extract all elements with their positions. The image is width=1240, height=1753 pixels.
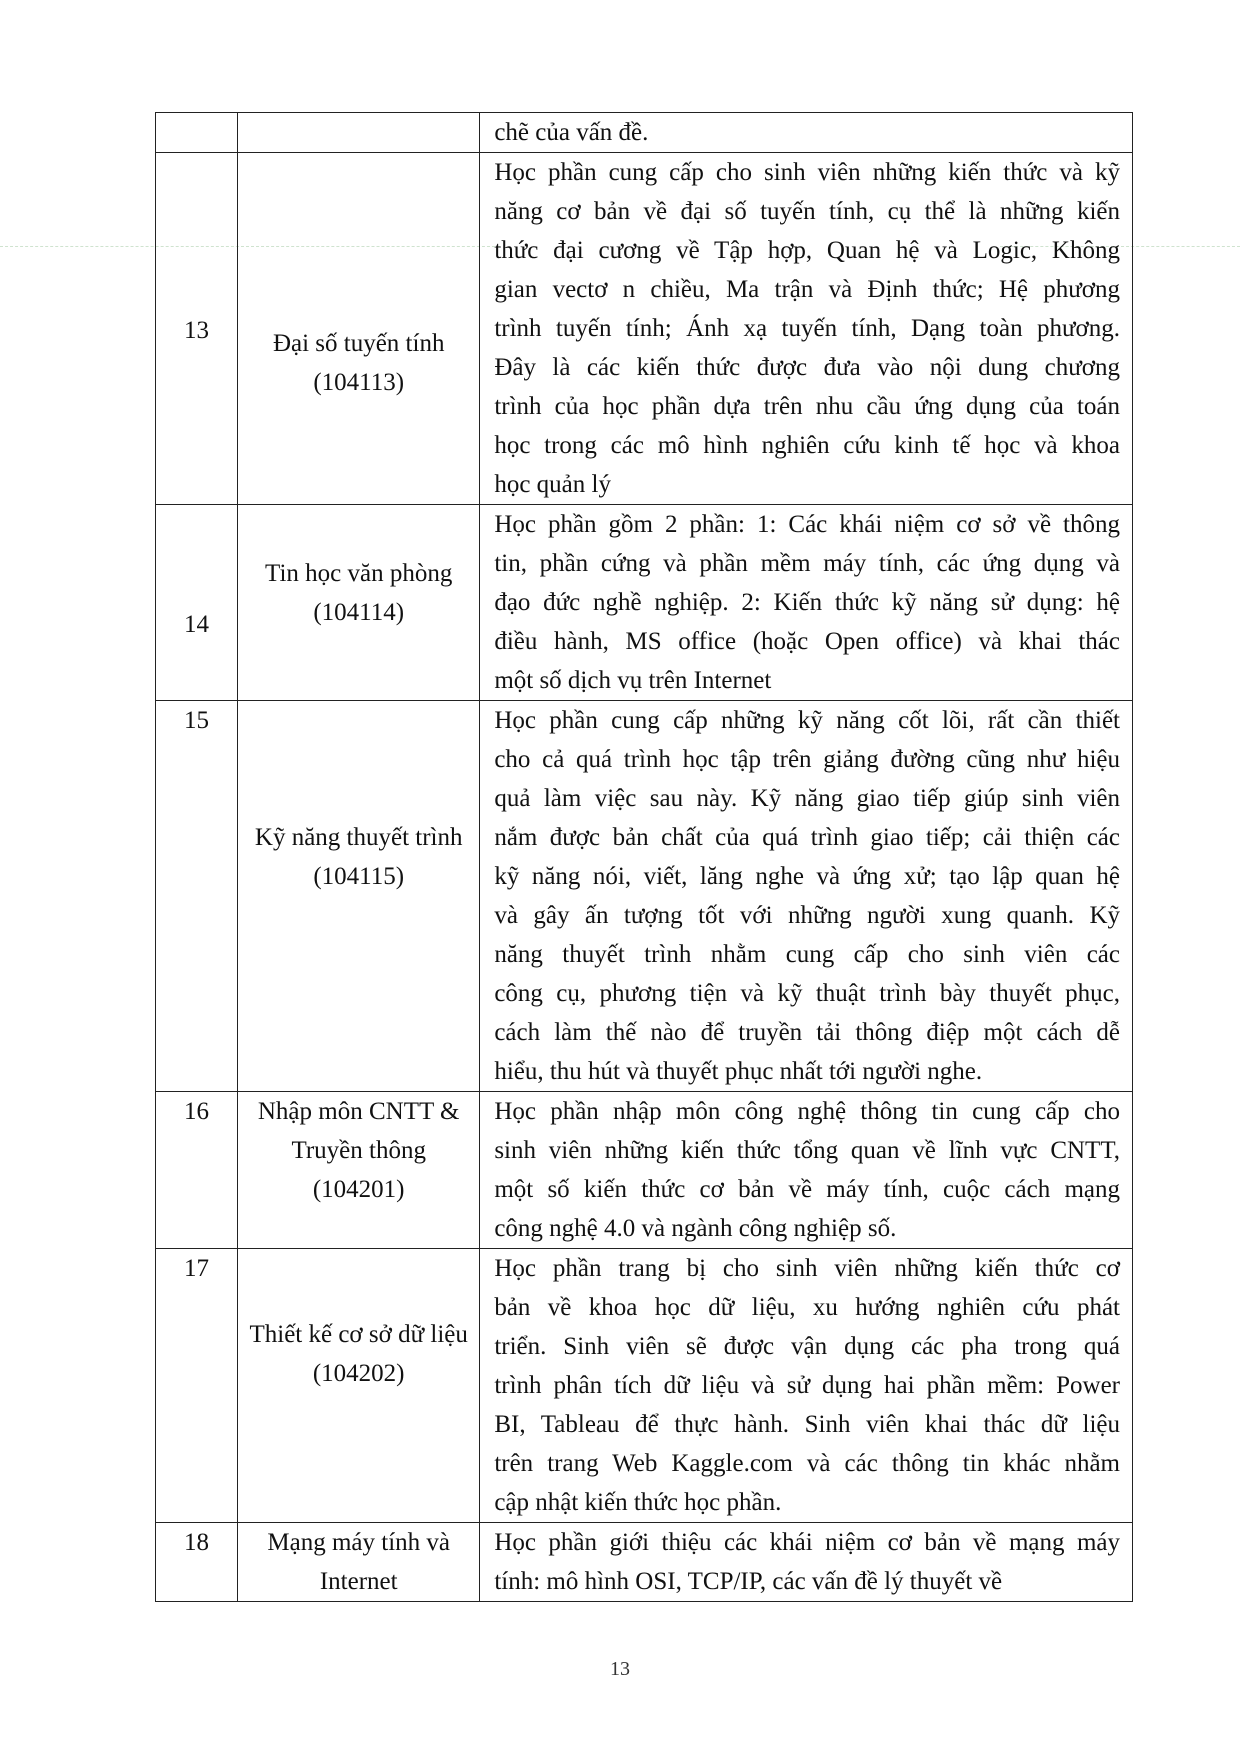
table-row xyxy=(156,1092,1133,1249)
course-description-line: điều hành, MS office (hoặc Open office) và khai thác xyxy=(494,628,1120,655)
course-name: Tin học văn phòng xyxy=(265,560,453,587)
course-description-line: thức đại cương về Tập hợp, Quan hệ và Logic, Không xyxy=(494,237,1120,264)
course-description-line: học trong các mô hình nghiên cứu kinh tế học và khoa xyxy=(494,432,1120,459)
course-description-line: Học phần trang bị cho sinh viên những kiến thức cơ xyxy=(494,1255,1120,1282)
course-description-line: trình tuyến tính; Ánh xạ tuyến tính, Dạng toàn phương. xyxy=(494,315,1120,342)
course-description-line: cập nhật kiến thức học phần. xyxy=(494,1489,782,1516)
course-description-line: Học phần cung cấp cho sinh viên những kiến thức và kỹ xyxy=(494,159,1120,186)
course-number-cell xyxy=(156,701,238,1092)
course-code: (104115) xyxy=(313,863,405,890)
table-row xyxy=(156,113,1133,153)
course-description-line: công nghệ 4.0 và ngành công nghiệp số. xyxy=(494,1215,897,1242)
course-description-cell xyxy=(480,505,1133,701)
course-name: Kỹ năng thuyết trình xyxy=(254,824,463,851)
course-code: (104114) xyxy=(313,599,405,626)
course-name: Mạng máy tính và Internet xyxy=(267,1529,450,1595)
course-description-line: trình phân tích dữ liệu và sử dụng hai phần mềm: Power xyxy=(494,1372,1120,1399)
course-code: (104201) xyxy=(312,1176,405,1203)
table-row xyxy=(156,505,1133,701)
course-description-cell xyxy=(480,153,1133,505)
course-description-cell xyxy=(480,701,1133,1092)
course-number-cell xyxy=(156,1249,238,1523)
course-name-cell xyxy=(238,1249,480,1523)
course-description-line: cách làm thế nào để truyền tải thông điệp một cách dễ xyxy=(494,1019,1120,1046)
course-description-line: Học phần cung cấp những kỹ năng cốt lõi, rất cần thiết xyxy=(494,707,1120,734)
course-description-line: Học phần nhập môn công nghệ thông tin cung cấp cho xyxy=(494,1098,1120,1125)
course-description-line: năng cơ bản về đại số tuyến tính, cụ thể là những kiến xyxy=(494,198,1120,225)
course-number: 17 xyxy=(184,1255,210,1282)
course-description-line: và gây ấn tượng tốt với những người xung quanh. Kỹ xyxy=(494,902,1120,929)
course-description-line: BI, Tableau để thực hành. Sinh viên khai thác dữ liệu xyxy=(494,1411,1120,1438)
table-row xyxy=(156,701,1133,1092)
course-description-line: Học phần gồm 2 phần: 1: Các khái niệm cơ sở về thông xyxy=(494,511,1120,538)
course-description-line: triển. Sinh viên sẽ được vận dụng các pha trong quá xyxy=(494,1333,1120,1360)
course-number-cell xyxy=(156,1523,238,1602)
course-description-line: công cụ, phương tiện và kỹ thuật trình bày thuyết phục, xyxy=(494,980,1120,1007)
course-name-cell xyxy=(238,701,480,1092)
course-number: 18 xyxy=(184,1529,210,1556)
course-number: 14 xyxy=(184,611,210,638)
course-name-cell xyxy=(238,505,480,701)
course-description-cell xyxy=(480,1092,1133,1249)
course-table xyxy=(155,112,1133,1602)
course-number-cell xyxy=(156,505,238,701)
course-description-line: học quản lý xyxy=(494,471,611,498)
course-description-cell xyxy=(480,1523,1133,1602)
course-description-line: tin, phần cứng và phần mềm máy tính, các ứng dụng và xyxy=(494,550,1120,577)
course-description-line: sinh viên những kiến thức tổng quan về lĩnh vực CNTT, xyxy=(494,1137,1120,1164)
table-row xyxy=(156,1249,1133,1523)
page-number: 13 xyxy=(610,1658,630,1680)
course-description-line: bản về khoa học dữ liệu, xu hướng nghiên cứu phát xyxy=(494,1294,1120,1321)
table-row xyxy=(156,1523,1133,1602)
course-description-line: trình của học phần dựa trên nhu cầu ứng dụng của toán xyxy=(494,393,1120,420)
course-name-cell xyxy=(238,1092,480,1249)
course-description-line: kỹ năng nói, viết, lăng nghe và ứng xử; tạo lập quan hệ xyxy=(494,863,1120,890)
course-code: (104202) xyxy=(312,1360,405,1387)
course-number: 15 xyxy=(184,707,210,734)
course-description-line: hiểu, thu hút và thuyết phục nhất tới người nghe. xyxy=(494,1058,983,1085)
course-description-line: tính: mô hình OSI, TCP/IP, các vấn đề lý thuyết về xyxy=(494,1568,1003,1595)
course-name-cell xyxy=(238,153,480,505)
course-description-line: gian vectơ n chiều, Ma trận và Định thức; Hệ phương xyxy=(494,276,1120,303)
course-description-line: cho cả quá trình học tập trên giảng đường cũng như hiệu xyxy=(494,746,1120,773)
course-name: Nhập môn CNTT & Truyền thông xyxy=(257,1098,460,1164)
course-description-line: chẽ của vấn đề. xyxy=(494,119,649,146)
course-number: 16 xyxy=(184,1098,210,1125)
course-description-line: Học phần giới thiệu các khái niệm cơ bản về mạng máy xyxy=(494,1529,1120,1556)
course-number-cell xyxy=(156,113,238,153)
course-description-line: năng thuyết trình nhằm cung cấp cho sinh viên các xyxy=(494,941,1120,968)
course-description-line: một số kiến thức cơ bản về máy tính, cuộc cách mạng xyxy=(494,1176,1120,1203)
course-number-cell xyxy=(156,1092,238,1249)
course-description-line: nắm được bản chất của quá trình giao tiếp; cải thiện các xyxy=(494,824,1120,851)
course-name: Thiết kế cơ sở dữ liệu xyxy=(249,1321,468,1348)
table-row xyxy=(156,153,1133,505)
course-description-cell xyxy=(480,113,1133,153)
course-number-cell xyxy=(156,153,238,505)
course-description-cell xyxy=(480,1249,1133,1523)
course-name: Đại số tuyến tính xyxy=(272,330,445,357)
course-number: 13 xyxy=(184,317,210,344)
course-code: (104113) xyxy=(313,369,405,396)
course-description-line: Đây là các kiến thức được đưa vào nội dung chương xyxy=(494,354,1120,381)
course-description-line: đạo đức nghề nghiệp. 2: Kiến thức kỹ năng sử dụng: hệ xyxy=(494,589,1120,616)
course-description-line: quả làm việc sau này. Kỹ năng giao tiếp giúp sinh viên xyxy=(494,785,1120,812)
course-name-cell xyxy=(238,113,480,153)
course-description-line: một số dịch vụ trên Internet xyxy=(494,667,772,694)
course-name-cell xyxy=(238,1523,480,1602)
course-description-line: trên trang Web Kaggle.com và các thông tin khác nhằm xyxy=(494,1450,1120,1477)
